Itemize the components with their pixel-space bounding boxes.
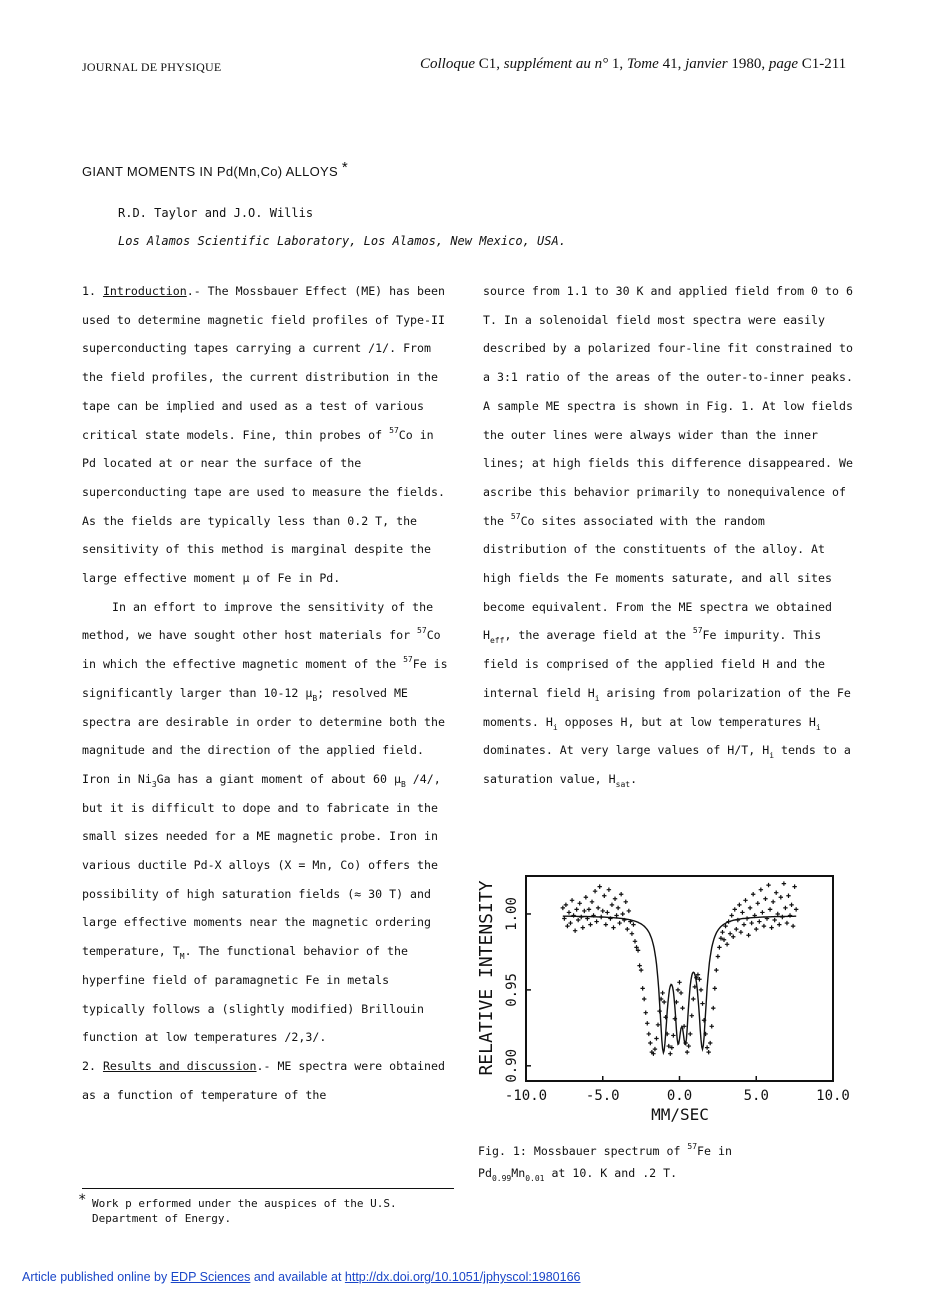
data-point xyxy=(794,907,798,911)
data-point xyxy=(579,915,583,919)
data-point xyxy=(759,887,763,891)
article-title: GIANT MOMENTS IN Pd(Mn,Co) ALLOYS * xyxy=(82,159,349,179)
x-tick-label: 5.0 xyxy=(743,1088,769,1104)
y-axis-label: RELATIVE INTENSITY xyxy=(476,880,497,1076)
data-point xyxy=(769,925,773,929)
publication-notice: Article published online by EDP Sciences and available at http://dx.doi.org/10.1051/jphyscol:1980166 xyxy=(22,1270,581,1284)
data-point xyxy=(763,897,767,901)
data-point xyxy=(789,903,793,907)
data-point xyxy=(685,1050,689,1054)
data-point xyxy=(564,903,568,907)
data-point xyxy=(687,1044,691,1048)
section-heading-results: Results and discussion xyxy=(102,1058,257,1073)
data-point xyxy=(729,913,733,917)
data-point xyxy=(644,1010,648,1014)
data-point xyxy=(771,900,775,904)
data-point xyxy=(783,906,787,910)
data-point xyxy=(766,883,770,887)
data-point xyxy=(576,918,580,922)
data-point xyxy=(561,906,565,910)
journal-citation: Colloque C1, supplément au n° 1, Tome 41, janvier 1980, page C1-211 xyxy=(420,56,847,72)
data-point xyxy=(621,912,625,916)
data-point xyxy=(630,932,634,936)
data-point xyxy=(642,997,646,1001)
edp-sciences-link[interactable]: EDP Sciences xyxy=(170,1270,251,1284)
data-point xyxy=(788,913,792,917)
data-point xyxy=(648,1041,652,1045)
footnote-rule xyxy=(82,1188,454,1189)
data-point xyxy=(791,924,795,928)
data-point xyxy=(654,1036,658,1040)
data-point xyxy=(749,921,753,925)
data-point xyxy=(613,897,617,901)
data-point xyxy=(731,935,735,939)
data-point xyxy=(792,884,796,888)
data-point xyxy=(607,887,611,891)
footnote: * Work p erformed under the auspices of the U.S. Department of Energy. xyxy=(78,1192,397,1225)
y-tick-label: 0.95 xyxy=(504,973,520,1007)
data-point xyxy=(725,942,729,946)
x-tick-label: 10.0 xyxy=(816,1088,850,1104)
data-point xyxy=(782,881,786,885)
data-point xyxy=(601,909,605,913)
data-point xyxy=(660,991,664,995)
data-point xyxy=(772,918,776,922)
data-point xyxy=(593,889,597,893)
data-point xyxy=(711,1006,715,1010)
data-point xyxy=(720,930,724,934)
data-point xyxy=(786,894,790,898)
doi-link[interactable]: http://dx.doi.org/10.1051/jphyscol:1980166 xyxy=(344,1270,581,1284)
data-point xyxy=(633,939,637,943)
data-point xyxy=(742,922,746,926)
data-point xyxy=(688,1032,692,1036)
data-point xyxy=(590,900,594,904)
x-tick-label: -10.0 xyxy=(504,1088,548,1104)
data-point xyxy=(716,954,720,958)
data-point xyxy=(754,927,758,931)
y-tick-label: 1.00 xyxy=(504,897,520,931)
data-point xyxy=(610,903,614,907)
data-point xyxy=(625,927,629,931)
plot-frame xyxy=(526,876,833,1081)
intro-paragraph-2: In an effort to improve the sensitivity of the method, we have sought other host materials for $^{57}$Co in which the effective magnetic moment of the $^{57}$Fe is significantly larger than 10-12 $\mu_B$; resolved ME spectra are desirable in order to determine both the magnitude and the direction of the applied field. Iron in $Ni_3Ga$ has a giant moment of about 60 $\mu_B$ /4/, but it is difficult to dope and to fabricate in the small sizes needed for a ME magnetic probe. Iron in various ductile Pd-X alloys (X = Mn, Co) offers the possibility of high saturation fields (≈ 30 T) and large effective moments near the magnetic ordering temperature, $T_M$. The functional behavior of the hyperfine field of paramagnetic Fe in metals typically follows a (slightly modified) Brillouin function at low temperatures /2,3/. xyxy=(82,599,448,1045)
data-point xyxy=(597,884,601,888)
data-point xyxy=(768,907,772,911)
data-point xyxy=(734,927,738,931)
data-point xyxy=(668,1051,672,1055)
data-point xyxy=(710,1024,714,1028)
data-point xyxy=(656,1023,660,1027)
data-point xyxy=(604,922,608,926)
x-tick-label: -5.0 xyxy=(585,1088,620,1104)
data-point xyxy=(762,924,766,928)
data-point xyxy=(588,922,592,926)
data-point xyxy=(677,980,681,984)
data-point xyxy=(706,1050,710,1054)
data-point xyxy=(631,922,635,926)
data-point xyxy=(746,933,750,937)
data-point xyxy=(700,1001,704,1005)
data-point xyxy=(676,988,680,992)
y-tick-label: 0.90 xyxy=(504,1048,520,1083)
data-point xyxy=(578,901,582,905)
journal-name: JOURNAL DE PHYSIQUE xyxy=(82,60,222,74)
data-point xyxy=(587,907,591,911)
data-point xyxy=(574,907,578,911)
data-point xyxy=(780,915,784,919)
data-point xyxy=(568,921,572,925)
data-point xyxy=(779,895,783,899)
data-point xyxy=(627,909,631,913)
data-point xyxy=(639,968,643,972)
data-point xyxy=(739,930,743,934)
data-point xyxy=(708,1041,712,1045)
data-point xyxy=(567,910,571,914)
data-point xyxy=(733,907,737,911)
data-point xyxy=(647,1032,651,1036)
data-point xyxy=(605,910,609,914)
results-paragraph-2: source from 1.1 to 30 K and applied field from 0 to 6 T. In a solenoidal field most spectra were easily described by a polarized four-line fit constrained to a 3:1 ratio of the areas of the outer-to-inner peaks. A sample ME spectra is shown in Fig. 1. At low fields the outer lines were always wider than the inner lines; at high fields this difference disappeared. We ascribe this behavior primarily to nonequivalence of the $^{57}$Co sites associated with the random distribution of the constituents of the alloy. At high fields the Fe moments saturate, and all sites become equivalent. From the ME spectra we obtained $H_{eff}$, the average field at the $^{57}$Fe impurity. This field is comprised of the applied field H and the internal field $H_i$ arising from polarization of the Fe moments. $H_i$ opposes H, but at low temperatures $H_i$ dominates. At very large values of H/T, $H_i$ tends to a saturation value, $H_{sat}$. xyxy=(483,284,853,789)
data-point xyxy=(680,1006,684,1010)
data-point xyxy=(602,894,606,898)
data-point xyxy=(748,906,752,910)
intro-paragraph-1: 1. Introduction.- The Mossbauer Effect (ME) has been used to determine magnetic field profiles of Type-II superconducting tapes carrying a current /1/. From the field profiles, the current distribution in the tape can be implied and used as a test of various critical state models. Fine, thin probes of $^{57}$Co in Pd located at or near the surface of the superconducting tape are used to measure the fields. As the fields are typically less than 0.2 T, the sensitivity of this method is marginal despite the large effective moment μ of Fe in Pd. xyxy=(82,284,445,586)
x-tick-label: 0.0 xyxy=(666,1088,693,1104)
data-point xyxy=(624,900,628,904)
data-point xyxy=(614,913,618,917)
data-point xyxy=(777,922,781,926)
data-point xyxy=(573,928,577,932)
x-axis-label: MM/SEC xyxy=(651,1105,709,1124)
data-point xyxy=(757,919,761,923)
data-point xyxy=(581,925,585,929)
data-point xyxy=(570,898,574,902)
data-point xyxy=(619,892,623,896)
data-point xyxy=(785,921,789,925)
data-point xyxy=(751,892,755,896)
section-heading-introduction: Introduction xyxy=(102,284,187,298)
data-point xyxy=(653,1047,657,1051)
data-point xyxy=(599,915,603,919)
data-point xyxy=(713,986,717,990)
data-point xyxy=(714,968,718,972)
data-point xyxy=(617,921,621,925)
data-point xyxy=(582,909,586,913)
data-point xyxy=(571,913,575,917)
affiliation: Los Alamos Scientific Laboratory, Los Alamos, New Mexico, USA. xyxy=(118,234,566,248)
data-point xyxy=(728,932,732,936)
authors: R.D. Taylor and J.O. Willis xyxy=(118,206,314,220)
data-point xyxy=(662,1000,666,1004)
data-point xyxy=(760,910,764,914)
data-point xyxy=(640,986,644,990)
data-point xyxy=(645,1021,649,1025)
data-point xyxy=(737,903,741,907)
data-point xyxy=(745,916,749,920)
data-point xyxy=(691,997,695,1001)
data-point xyxy=(616,906,620,910)
right-column xyxy=(483,277,853,794)
data-point xyxy=(562,916,566,920)
data-point xyxy=(756,901,760,905)
data-point xyxy=(657,1009,661,1013)
data-point xyxy=(743,898,747,902)
data-point xyxy=(717,945,721,949)
data-point xyxy=(679,991,683,995)
data-point xyxy=(740,910,744,914)
data-point xyxy=(705,1045,709,1049)
data-point xyxy=(690,1014,694,1018)
data-point xyxy=(611,925,615,929)
mossbauer-spectrum-chart xyxy=(470,868,860,1124)
data-point xyxy=(637,963,641,967)
left-column xyxy=(82,277,452,1109)
data-point xyxy=(699,988,703,992)
data-point xyxy=(776,912,780,916)
data-point xyxy=(774,891,778,895)
data-point xyxy=(596,906,600,910)
results-paragraph-1: 2. Results and discussion.- ME spectra were obtained as a function of temperature of the xyxy=(82,1058,445,1102)
data-point xyxy=(594,919,598,923)
data-point xyxy=(565,924,569,928)
data-point xyxy=(584,895,588,899)
figure-caption: Fig. 1: Mossbauer spectrum of $^{57}$Fe in $Pd_{0.99}Mn_{0.01}$ at 10. K and .2 T. xyxy=(478,1142,732,1183)
data-point xyxy=(671,1033,675,1037)
